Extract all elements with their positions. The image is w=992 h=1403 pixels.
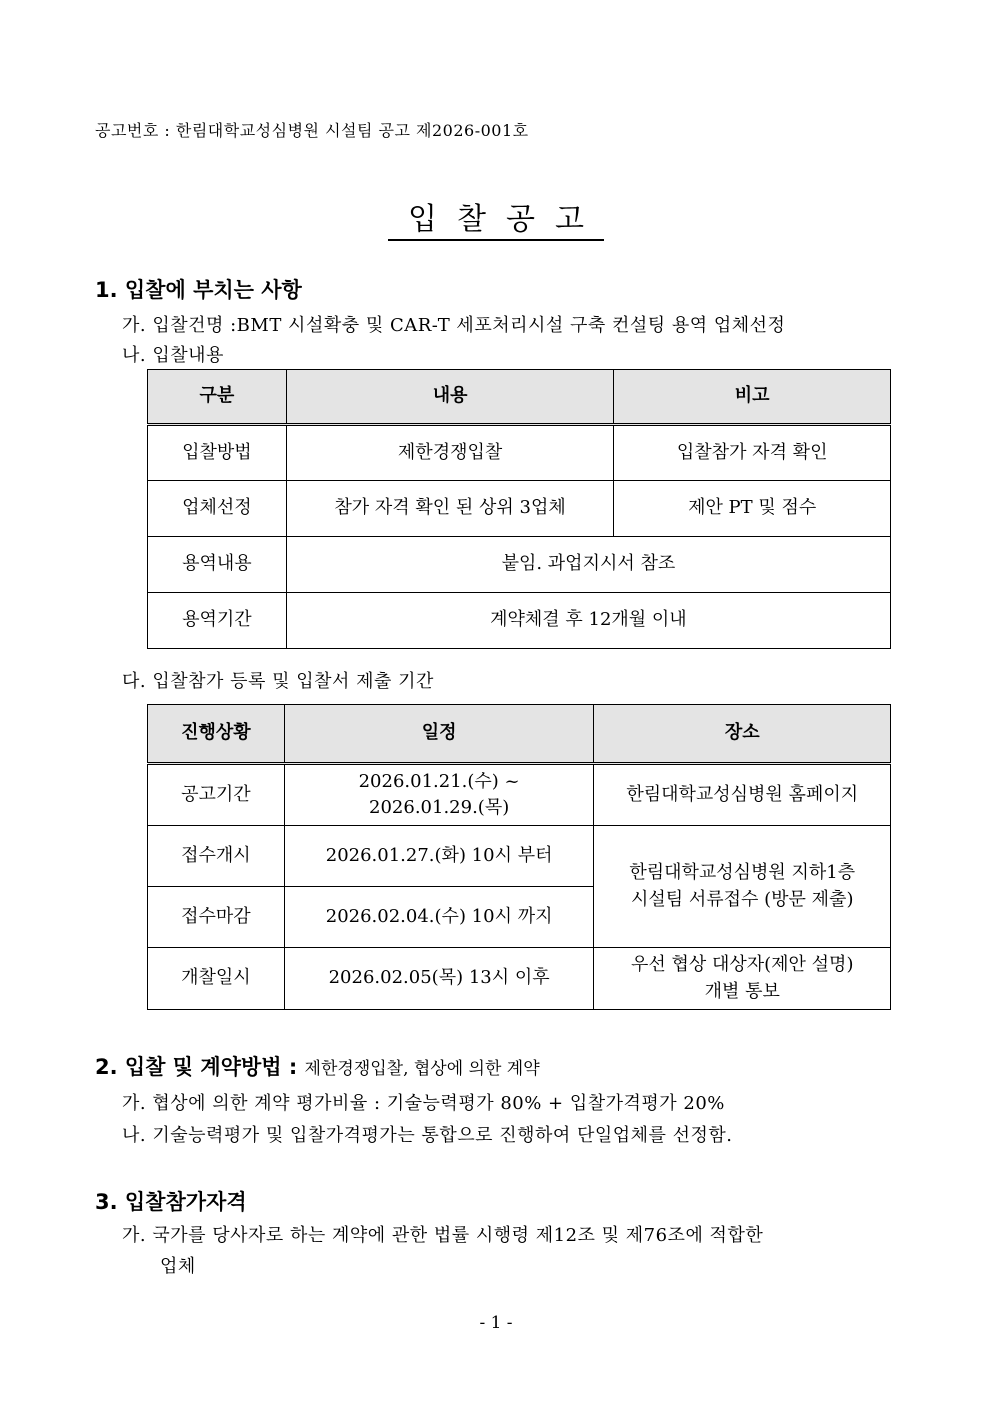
table-header-cell: 내용 [286,370,614,425]
table-cell: 개찰일시 [148,948,285,1010]
section2-heading-value: 제한경쟁입찰, 협상에 의한 계약 [304,1059,540,1079]
section2-item-ga: 가. 협상에 의한 계약 평가비율 : 기술능력평가 80% + 입찰가격평가 20% [122,1093,725,1114]
section3-item-ga-line2: 업체 [160,1256,196,1277]
table-row [148,425,891,481]
table-cell [594,948,891,1010]
table-header-cell: 비고 [614,370,891,425]
bid-content-table [147,369,891,649]
table-cell: 업체선정 [148,481,287,537]
table-cell: 용역기간 [148,593,287,649]
table-header-cell: 진행상황 [148,705,285,764]
table-cell: 공고기간 [148,764,285,826]
section1-item-ga: 가. 입찰건명 :BMT 시설확충 및 CAR-T 세포처리시설 구축 컨설팅 용역 업체선정 [122,315,786,336]
table-cell: 접수마감 [148,887,285,948]
section3-item-ga-line1: 가. 국가를 당사자로 하는 계약에 관한 법률 시행령 제12조 및 제76조에 적합한 [122,1225,764,1246]
document-title [0,194,992,238]
table-cell: 한림대학교성심병원 홈페이지 [594,764,891,826]
table-header-cell: 일정 [284,705,594,764]
table-cell: 제한경쟁입찰 [286,425,614,481]
table-cell: 용역내용 [148,537,287,593]
table-cell: 붙임. 과업지시서 참조 [286,537,890,593]
section1-item-na: 나. 입찰내용 [122,345,224,366]
table-header-cell: 구분 [148,370,287,425]
section2-heading [95,1051,540,1081]
table-row [148,948,891,1010]
table-cell [594,826,891,948]
table-cell: 2026.02.05(목) 13시 이후 [284,948,594,1010]
table-cell: 2026.02.04.(수) 10시 까지 [284,887,594,948]
section2-item-na: 나. 기술능력평가 및 입찰가격평가는 통합으로 진행하여 단일업체를 선정함. [122,1125,733,1146]
table-cell: 계약체결 후 12개월 이내 [286,593,890,649]
section1-item-da: 다. 입찰참가 등록 및 입찰서 제출 기간 [122,671,434,692]
place-line: 우선 협상 대상자(제안 설명) [630,954,854,976]
schedule-line: 2026.01.29.(목) [369,797,510,818]
table-cell: 2026.01.27.(화) 10시 부터 [284,826,594,887]
document-title-text: 입찰공고 [388,202,604,241]
bid-schedule-table [147,704,891,1010]
section1-heading: 1. 입찰에 부치는 사항 [95,278,302,302]
table-cell: 제안 PT 및 점수 [614,481,891,537]
table-header-row [148,370,891,425]
table-cell: 접수개시 [148,826,285,887]
table-cell: 입찰참가 자격 확인 [614,425,891,481]
section3-heading: 3. 입찰참가자격 [95,1190,247,1214]
notice-number: 공고번호 : 한림대학교성심병원 시설팀 공고 제2026-001호 [95,121,529,140]
table-cell: 입찰방법 [148,425,287,481]
table-row [148,481,891,537]
page-number: - 1 - [479,1313,513,1333]
place-line: 한림대학교성심병원 지하1층 [629,862,856,884]
place-line: 개별 통보 [704,980,780,1002]
table-cell: 참가 자격 확인 된 상위 3업체 [286,481,614,537]
table-row [148,764,891,826]
table-cell [284,764,594,826]
table-header-cell: 장소 [594,705,891,764]
table-row [148,593,891,649]
table-header-row [148,705,891,764]
table-row [148,537,891,593]
place-line: 시설팀 서류접수 (방문 제출) [630,888,854,910]
section2-heading-label: 2. 입찰 및 계약방법 : [95,1055,298,1079]
schedule-line: 2026.01.21.(수) ~ [358,770,520,792]
table-row [148,826,891,887]
